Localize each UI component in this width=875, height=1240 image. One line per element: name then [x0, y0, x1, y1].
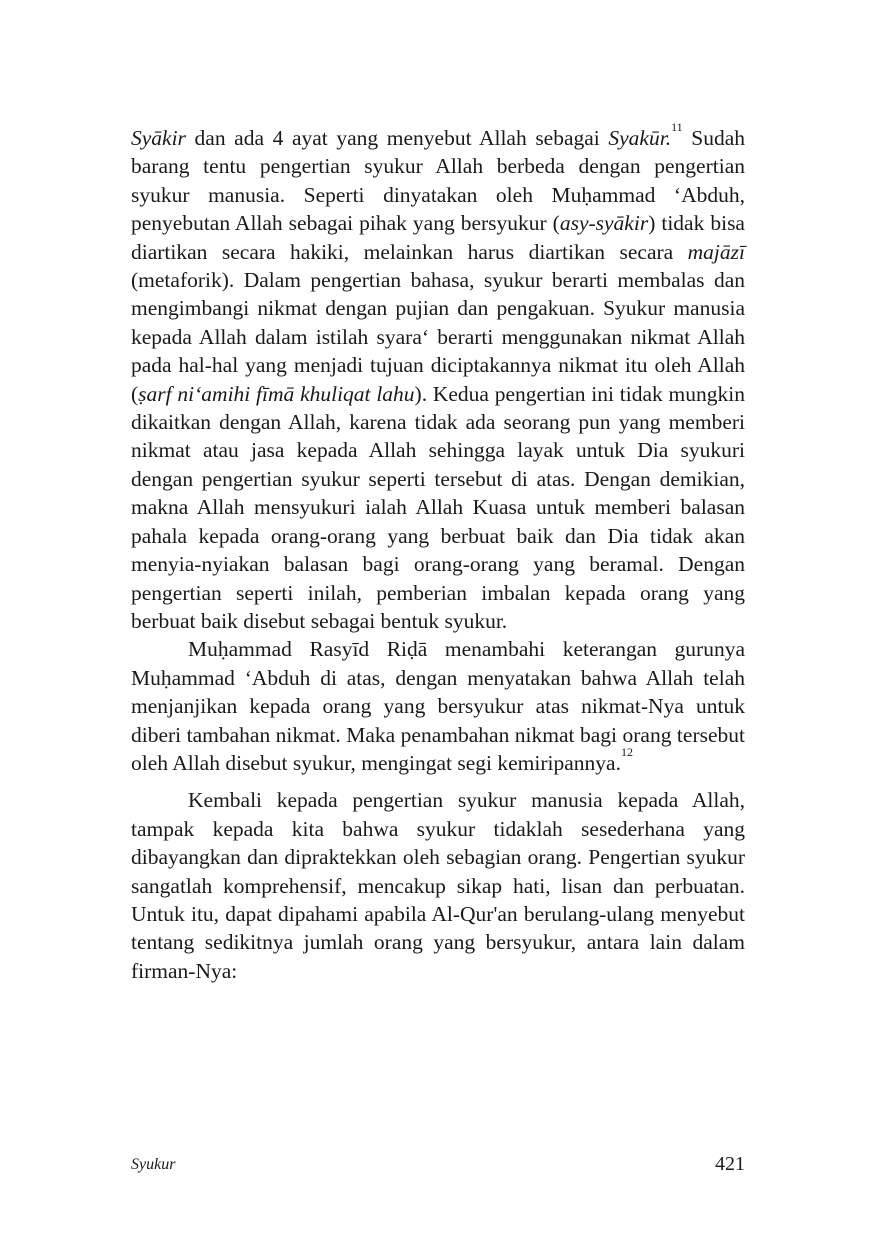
italic-term: asy-syākir — [559, 211, 649, 236]
text-run: ) tidak bisa diartikan secara hakiki, melainkan harus diartikan secara — [131, 211, 745, 264]
italic-term: Syakūr. — [608, 126, 672, 150]
italic-term: majāzī — [687, 239, 745, 264]
text-run: ). Kedua pengertian ini tidak mungkin dikaitkan dengan Allah, karena tidak ada seorang pun yang memberi nikmat atau jasa kepada Allah sehingga layak untuk Dia syukuri dengan pengertian syukur seperti tersebut di atas. Dengan demikian, makna Allah mensyukuri ialah Allah Kuasa untuk memberi balasan pahala kepada orang-orang yang berbuat baik dan Dia tidak akan menyia-nyiakan balasan bagi orang-orang yang beramal. Dengan pengertian seperti inilah, pemberian imbalan kepada orang yang berbuat baik disebut sebagai bentuk syukur. — [131, 381, 745, 633]
text-run: dan ada 4 ayat yang menyebut Allah sebagai — [185, 126, 609, 150]
text-run: Muḥammad Rasyīd Riḍā menambahi keterangan gurunya Muḥammad ‘Abduh di atas, dengan menyatakan bahwa Allah telah menjanjikan kepada orang yang bersyukur atas nikmat-Nya untuk diberi tambahan nikmat. Maka penambahan nikmat bagi orang tersebut oleh Allah disebut syukur, mengingat segi kemiripannya. — [131, 637, 745, 775]
text-run: Kembali kepada pengertian syukur manusia kepada Allah, tampak kepada kita bahwa syukur tidaklah sesederhana yang dibayangkan dan dipraktekkan oleh sebagian orang. Pengertian syukur sangatlah komprehensif, mencakup sikap hati, lisan dan perbuatan. Untuk itu, dapat dipahami apabila Al-Qur'an berulang-ulang menyebut tentang sedikitnya jumlah orang yang bersyukur, antara lain dalam firman-Nya: — [131, 788, 745, 983]
text-run: Sudah barang tentu pengertian syukur Allah berbeda dengan pengertian syukur manusia. Seperti dinyatakan oleh Muḥammad ‘Abduh, penyebutan Allah sebagai pihak yang bersyukur ( — [131, 126, 746, 236]
footnote-marker: 11 — [671, 120, 683, 134]
paragraph — [131, 120, 746, 635]
footnote-marker: 12 — [620, 744, 633, 759]
page-body — [131, 120, 746, 985]
italic-term: Syākir — [131, 126, 186, 150]
paragraph — [131, 635, 745, 777]
page-footer — [131, 1153, 745, 1183]
paragraph — [131, 786, 745, 985]
italic-term: ṣarf ni‘amihi fīmā khuliqat lahu — [138, 381, 415, 406]
running-title: Syukur — [131, 1156, 176, 1173]
page-number: 421 — [715, 1153, 745, 1175]
text-run: (metaforik). Dalam pengertian bahasa, syukur berarti membalas dan mengimbangi nikmat dengan pujian dan pengakuan. Syukur manusia kepada Allah dalam istilah syara‘ berarti menggunakan nikmat Allah pada hal-hal yang menjadi tujuan diciptakannya nikmat itu oleh Allah ( — [131, 268, 745, 406]
